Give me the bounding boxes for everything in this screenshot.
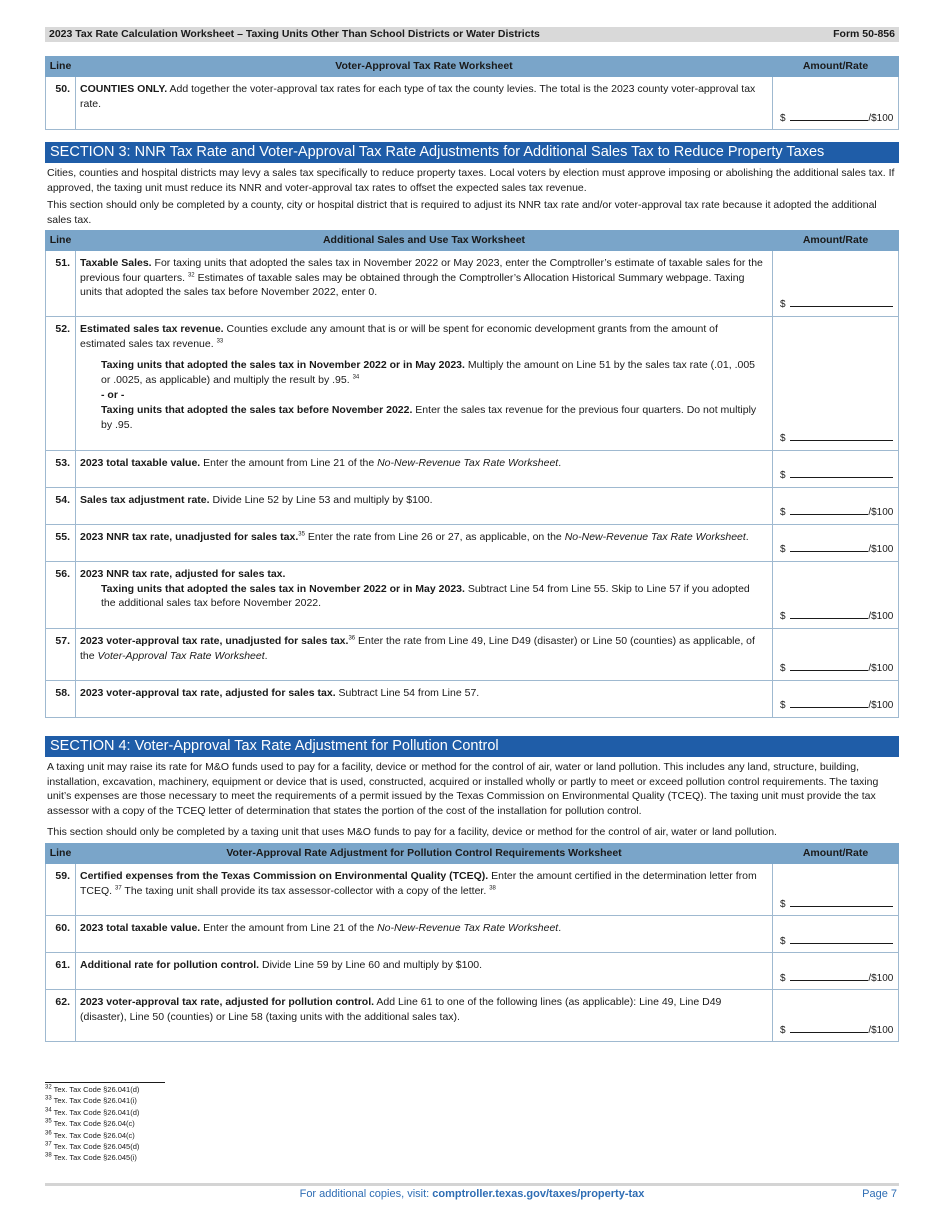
rate-field[interactable] xyxy=(780,506,893,520)
line-label: 2023 voter-approval tax rate, unadjusted for sales tax. xyxy=(80,634,349,647)
table-row-57 xyxy=(46,628,899,680)
dollar-sign: $ xyxy=(780,470,786,482)
line-number: 50. xyxy=(46,77,76,130)
footnotes xyxy=(45,1082,165,1164)
dollar-sign: $ xyxy=(780,299,786,311)
footnote-item xyxy=(45,1141,165,1152)
page-footer xyxy=(45,1187,899,1203)
section-3-intro: Cities, counties and hospital districts may levy a sales tax specifically to reduce property taxes. Local voters by election must approve imposing or abolishing the additional sales tax. If approved, the taxing unit must reduce its NNR and voter-approval tax rates to offset the expected sales tax revenue. xyxy=(47,167,895,194)
line-label: COUNTIES ONLY. xyxy=(80,83,168,95)
dollar-sign: $ xyxy=(780,972,786,984)
footnote-text: Tex. Tax Code §26.04(c) xyxy=(53,1119,135,1129)
line-number: 59. xyxy=(46,864,76,916)
line-text: Estimates of taxable sales may be obtained through the Comptroller’s Allocation Historical Summary webpage. Taxing units that adopted the sales tax before November 2022, enter 0. xyxy=(80,271,745,299)
pollution-control-worksheet-table xyxy=(45,843,899,1042)
dollar-sign: $ xyxy=(780,663,786,675)
amount-blank[interactable] xyxy=(790,477,893,478)
sub-text: Multiply the amount on Line 51 by the sales tax rate (.01, .005 or .0025, as applicable) and multiply the result by .95. xyxy=(101,359,756,387)
sales-tax-worksheet-table xyxy=(45,230,899,718)
table-row-59 xyxy=(46,864,899,916)
footnote-text: Tex. Tax Code §26.045(i) xyxy=(53,1153,137,1163)
rate-field[interactable] xyxy=(780,112,893,126)
amount-cell xyxy=(773,250,899,316)
worksheet-column-header: Additional Sales and Use Tax Worksheet xyxy=(76,230,773,250)
line-text: . xyxy=(745,530,749,543)
amount-blank[interactable] xyxy=(790,440,893,441)
line-label: 2023 voter-approval tax rate, adjusted for pollution control. xyxy=(80,996,375,1009)
rate-blank[interactable] xyxy=(790,551,868,552)
amount-cell xyxy=(773,953,899,990)
table-header-row xyxy=(46,844,899,864)
line-text: Enter the rate from Line 26 or 27, as applicable, on the xyxy=(304,530,565,543)
form-page xyxy=(45,27,899,1042)
footnote-number: 38 xyxy=(45,1152,52,1159)
line-label: Certified expenses from the Texas Commission on Environmental Quality (TCEQ). xyxy=(80,870,489,883)
amount-cell xyxy=(773,316,899,450)
line-number: 52. xyxy=(46,316,76,450)
dollar-sign: $ xyxy=(780,544,786,556)
line-description xyxy=(76,77,773,130)
line-number: 54. xyxy=(46,487,76,524)
amount-cell xyxy=(773,77,899,130)
rate-field[interactable] xyxy=(780,1024,893,1038)
line-label: Sales tax adjustment rate. xyxy=(80,493,210,506)
line-text: Enter the amount from Line 21 of the xyxy=(200,456,378,469)
worksheet-reference: No-New-Revenue Tax Rate Worksheet xyxy=(377,456,559,469)
table-row-60 xyxy=(46,916,899,953)
section-4-instruction: This section should only be completed by a taxing unit that uses M&O funds to pay for a facility, device or method for the control of air, water or land pollution. xyxy=(47,826,777,839)
amount-cell xyxy=(773,628,899,680)
rate-blank[interactable] xyxy=(790,980,868,981)
rate-blank[interactable] xyxy=(790,120,868,121)
dollar-sign: $ xyxy=(780,611,786,623)
line-description xyxy=(76,990,773,1042)
table-row-56 xyxy=(46,561,899,628)
comptroller-link[interactable]: comptroller.texas.gov/taxes/property-tax xyxy=(432,1188,645,1200)
amount-field[interactable] xyxy=(780,898,893,912)
footnote-divider xyxy=(45,1082,165,1083)
amount-field[interactable] xyxy=(780,298,893,312)
line-label: 2023 NNR tax rate, unadjusted for sales tax. xyxy=(80,530,299,543)
line-number: 58. xyxy=(46,680,76,717)
per-100-label: /$100 xyxy=(868,544,894,556)
table-row-54 xyxy=(46,487,899,524)
rate-field[interactable] xyxy=(780,610,893,624)
line-text: For taxing units that adopted the sales tax in November 2022 or May 2023, enter the Comptroller’s estimate of taxable sales for the previous four quarters. xyxy=(80,256,763,284)
line-text: Add together the voter-approval tax rates for each type of tax the county levies. The total is the 2023 county voter-approval tax rate. xyxy=(80,83,756,110)
amount-cell xyxy=(773,450,899,487)
line-label: Taxable Sales. xyxy=(80,256,152,269)
rate-field[interactable] xyxy=(780,543,893,557)
rate-field[interactable] xyxy=(780,662,893,676)
amount-blank[interactable] xyxy=(790,943,893,944)
table-row-53 xyxy=(46,450,899,487)
sub-label: Taxing units that adopted the sales tax in November 2022 or in May 2023. xyxy=(101,359,465,372)
dollar-sign: $ xyxy=(780,898,786,910)
amount-field[interactable] xyxy=(780,469,893,483)
per-100-label: /$100 xyxy=(868,507,894,519)
per-100-label: /$100 xyxy=(868,972,894,984)
dollar-sign: $ xyxy=(780,1024,786,1036)
footnote-ref: 37 xyxy=(115,885,122,892)
amount-field[interactable] xyxy=(780,935,893,949)
table-header-row xyxy=(46,57,899,77)
amount-column-header: Amount/Rate xyxy=(773,57,899,77)
line-text: . xyxy=(558,456,562,469)
sub-label: Taxing units that adopted the sales tax before November 2022. xyxy=(101,404,413,417)
section-4-heading: SECTION 4: Voter-Approval Tax Rate Adjustment for Pollution Control xyxy=(45,736,899,757)
line-description xyxy=(76,864,773,916)
line-description xyxy=(76,524,773,561)
worksheet-title: 2023 Tax Rate Calculation Worksheet – Taxing Units Other Than School Districts or Water Districts xyxy=(49,28,540,41)
section-3-heading: SECTION 3: NNR Tax Rate and Voter-Approval Tax Rate Adjustments for Additional Sales Tax to Reduce Property Taxes xyxy=(45,142,899,163)
per-100-label: /$100 xyxy=(868,1024,894,1036)
section-3-instruction: This section should only be completed by a county, city or hospital district that is required to adjust its NNR tax rate and/or voter-approval tax rate because it adopted the additional sales tax. xyxy=(47,198,877,226)
footnote-item xyxy=(45,1107,165,1118)
footnote-number: 36 xyxy=(45,1130,52,1137)
per-100-label: /$100 xyxy=(868,663,894,675)
sub-text: Subtract Line 54 from Line 55. Skip to Line 57 if you adopted the additional sales tax before November 2022. xyxy=(101,582,750,610)
line-text: Divide Line 59 by Line 60 and multiply by $100. xyxy=(259,959,483,972)
form-number: Form 50-856 xyxy=(833,28,895,41)
line-label: Estimated sales tax revenue. xyxy=(80,322,224,335)
line-number: 62. xyxy=(46,990,76,1042)
worksheet-column-header: Voter-Approval Rate Adjustment for Pollution Control Requirements Worksheet xyxy=(76,844,773,864)
line-description xyxy=(76,680,773,717)
per-100-label: /$100 xyxy=(868,611,894,623)
dollar-sign: $ xyxy=(780,935,786,947)
footnote-ref: 38 xyxy=(489,885,496,892)
sub-label: Taxing units that adopted the sales tax in November 2022 or in May 2023. xyxy=(101,582,465,595)
footnote-ref: 33 xyxy=(216,338,224,345)
line-description xyxy=(76,953,773,990)
amount-cell xyxy=(773,487,899,524)
line-text: . xyxy=(558,922,562,935)
line-text: Divide Line 52 by Line 53 and multiply by $100. xyxy=(209,493,433,506)
footer-copies-note xyxy=(45,1187,899,1203)
rate-field[interactable] xyxy=(780,699,893,713)
table-row-52 xyxy=(46,316,899,450)
footnote-item xyxy=(45,1084,165,1095)
worksheet-column-header: Voter-Approval Tax Rate Worksheet xyxy=(76,57,773,77)
footnote-number: 34 xyxy=(45,1107,52,1114)
footnote-item xyxy=(45,1152,165,1163)
line-number: 57. xyxy=(46,628,76,680)
line-label: 2023 NNR tax rate, adjusted for sales tax. xyxy=(80,567,286,580)
table-row-62 xyxy=(46,990,899,1042)
or-separator: - or - xyxy=(101,389,125,402)
line-column-header: Line xyxy=(46,230,76,250)
footnote-ref: 34 xyxy=(352,374,360,381)
footnote-text: Tex. Tax Code §26.04(c) xyxy=(53,1130,135,1140)
sub-text: Enter the sales tax revenue for the previous four quarters. Do not multiply by .95. xyxy=(101,404,757,432)
line-description xyxy=(76,487,773,524)
amount-blank[interactable] xyxy=(790,906,893,907)
line-text: The taxing unit shall provide its tax assessor-collector with a copy of the letter. xyxy=(121,885,490,898)
footnote-text: Tex. Tax Code §26.045(d) xyxy=(53,1142,140,1152)
footnote-item xyxy=(45,1130,165,1141)
amount-cell xyxy=(773,990,899,1042)
footnote-number: 35 xyxy=(45,1118,52,1125)
line-number: 51. xyxy=(46,250,76,316)
line-number: 61. xyxy=(46,953,76,990)
amount-cell xyxy=(773,524,899,561)
line-text: Enter the amount from Line 21 of the xyxy=(200,922,378,935)
amount-cell xyxy=(773,561,899,628)
table-row-55 xyxy=(46,524,899,561)
amount-column-header: Amount/Rate xyxy=(773,844,899,864)
line-column-header: Line xyxy=(46,57,76,77)
section-4-intro: A taxing unit may raise its rate for M&O funds used to pay for a facility, device or method for the control of air, water or land pollution. This includes any land, structure, building, installation, excavation, machinery, equipment or device that is used, constructed, acquired or installed wholly or partly to meet or exceed pollution control requirements. The taxing unit’s expenses are those necessary to meet the requirements of a permit issued by the Texas Commission on Environmental Quality (TCEQ). The taxing unit must provide the tax assessor with a copy of the TCEQ letter of determination that states the portion of the cost of the installation for pollution control. xyxy=(47,760,879,818)
voter-approval-worksheet-table xyxy=(45,56,899,130)
line-description xyxy=(76,450,773,487)
line-text: . xyxy=(264,649,268,662)
footnote-ref: 36 xyxy=(348,635,356,642)
line-number: 53. xyxy=(46,450,76,487)
footnote-item xyxy=(45,1095,165,1106)
line-label: 2023 voter-approval tax rate, adjusted for sales tax. xyxy=(80,686,336,699)
dollar-sign: $ xyxy=(780,700,786,712)
footer-prefix: For additional copies, visit: xyxy=(299,1188,433,1200)
footnote-text: Tex. Tax Code §26.041(i) xyxy=(53,1096,137,1106)
table-row-61 xyxy=(46,953,899,990)
amount-column-header: Amount/Rate xyxy=(773,230,899,250)
line-text: Enter the amount certified in the determination letter from TCEQ. xyxy=(80,870,757,898)
line-number: 56. xyxy=(46,561,76,628)
amount-field[interactable] xyxy=(780,432,893,446)
line-text: Counties exclude any amount that is or will be spent for economic development grants from the amount of estimated sales tax revenue. xyxy=(80,322,718,350)
footnote-number: 37 xyxy=(45,1141,52,1148)
footnote-number: 32 xyxy=(45,1084,52,1091)
line-text: Add Line 61 to one of the following lines (as applicable): Line 49, Line D49 (disaster), Line 50 (counties) or Line 58 (taxing units with the additional sales tax). xyxy=(80,996,722,1024)
line-description xyxy=(76,316,773,450)
table-row-50 xyxy=(46,77,899,130)
line-number: 60. xyxy=(46,916,76,953)
footnote-ref: 35 xyxy=(298,531,305,538)
per-100-label: /$100 xyxy=(868,700,894,712)
table-row-51 xyxy=(46,250,899,316)
table-row-58 xyxy=(46,680,899,717)
line-label: 2023 total taxable value. xyxy=(80,922,201,935)
amount-blank[interactable] xyxy=(790,306,893,307)
rate-blank[interactable] xyxy=(790,1032,868,1033)
dollar-sign: $ xyxy=(780,433,786,445)
line-text: Subtract Line 54 from Line 57. xyxy=(335,686,480,699)
footnote-text: Tex. Tax Code §26.041(d) xyxy=(53,1085,140,1094)
amount-cell xyxy=(773,864,899,916)
line-description xyxy=(76,250,773,316)
worksheet-reference: Voter-Approval Tax Rate Worksheet xyxy=(97,649,265,662)
dollar-sign: $ xyxy=(780,112,786,124)
rate-field[interactable] xyxy=(780,972,893,986)
page-header xyxy=(45,27,899,42)
line-text: Enter the rate from Line 49, Line D49 (disaster) or Line 50 (counties) as applicable, of the xyxy=(80,634,755,662)
line-label: 2023 total taxable value. xyxy=(80,456,201,469)
line-description xyxy=(76,628,773,680)
amount-cell xyxy=(773,916,899,953)
dollar-sign: $ xyxy=(780,507,786,519)
line-description xyxy=(76,916,773,953)
rate-blank[interactable] xyxy=(790,707,868,708)
line-description xyxy=(76,561,773,628)
worksheet-reference: No-New-Revenue Tax Rate Worksheet xyxy=(377,922,559,935)
footnote-text: Tex. Tax Code §26.041(d) xyxy=(53,1107,140,1117)
table-header-row xyxy=(46,230,899,250)
rate-blank[interactable] xyxy=(790,618,868,619)
amount-cell xyxy=(773,680,899,717)
footer-divider xyxy=(45,1183,899,1186)
line-column-header: Line xyxy=(46,844,76,864)
rate-blank[interactable] xyxy=(790,670,868,671)
footnote-item xyxy=(45,1118,165,1129)
footnote-number: 33 xyxy=(45,1095,52,1102)
worksheet-reference: No-New-Revenue Tax Rate Worksheet xyxy=(564,530,746,543)
line-label: Additional rate for pollution control. xyxy=(80,959,260,972)
footnote-ref: 32 xyxy=(187,272,195,279)
page-number: Page 7 xyxy=(862,1188,897,1200)
line-number: 55. xyxy=(46,524,76,561)
rate-blank[interactable] xyxy=(790,514,868,515)
per-100-label: /$100 xyxy=(868,112,894,124)
